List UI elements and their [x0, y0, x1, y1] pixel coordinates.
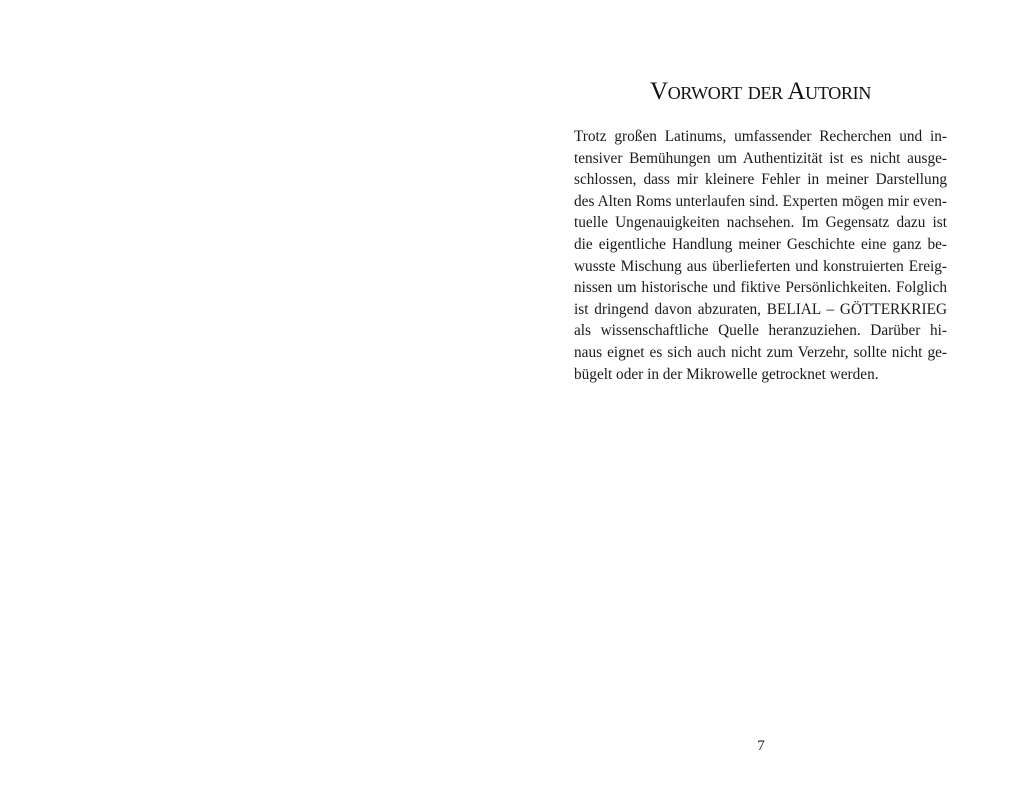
right-page: [510, 0, 1020, 808]
text-line: ist dringend davon abzuraten, BELIAL – GÖTTERKRIEG: [574, 300, 947, 318]
foreword-paragraph: [574, 126, 947, 385]
text-line: nissen um historische und fiktive Persönlichkeiten. Folglich: [574, 279, 947, 297]
chapter-title: Vorwort der Autorin: [649, 78, 872, 105]
text-line: tuelle Ungenauigkeiten nachsehen. Im Gegensatz dazu ist: [574, 214, 947, 232]
text-line: schlossen, dass mir kleinere Fehler in meiner Darstellung: [574, 171, 947, 189]
text-line: bügelt oder in der Mikrowelle getrocknet werden.: [574, 365, 879, 383]
text-line: die eigentliche Handlung meiner Geschichte eine ganz be-: [574, 235, 947, 253]
text-line: naus eignet es sich auch nicht zum Verzehr, sollte nicht ge-: [574, 343, 947, 361]
text-line: wusste Mischung aus überlieferten und konstruierten Ereig-: [574, 257, 947, 275]
text-line: Trotz großen Latinums, umfassender Recherchen und in-: [574, 128, 947, 145]
page-number: 7: [757, 738, 765, 754]
text-line: des Alten Roms unterlaufen sind. Experten mögen mir even-: [574, 192, 947, 210]
text-line: als wissenschaftliche Quelle heranzuziehen. Darüber hi-: [574, 322, 947, 340]
text-line: tensiver Bemühungen um Authentizität ist es nicht ausge-: [574, 149, 947, 167]
